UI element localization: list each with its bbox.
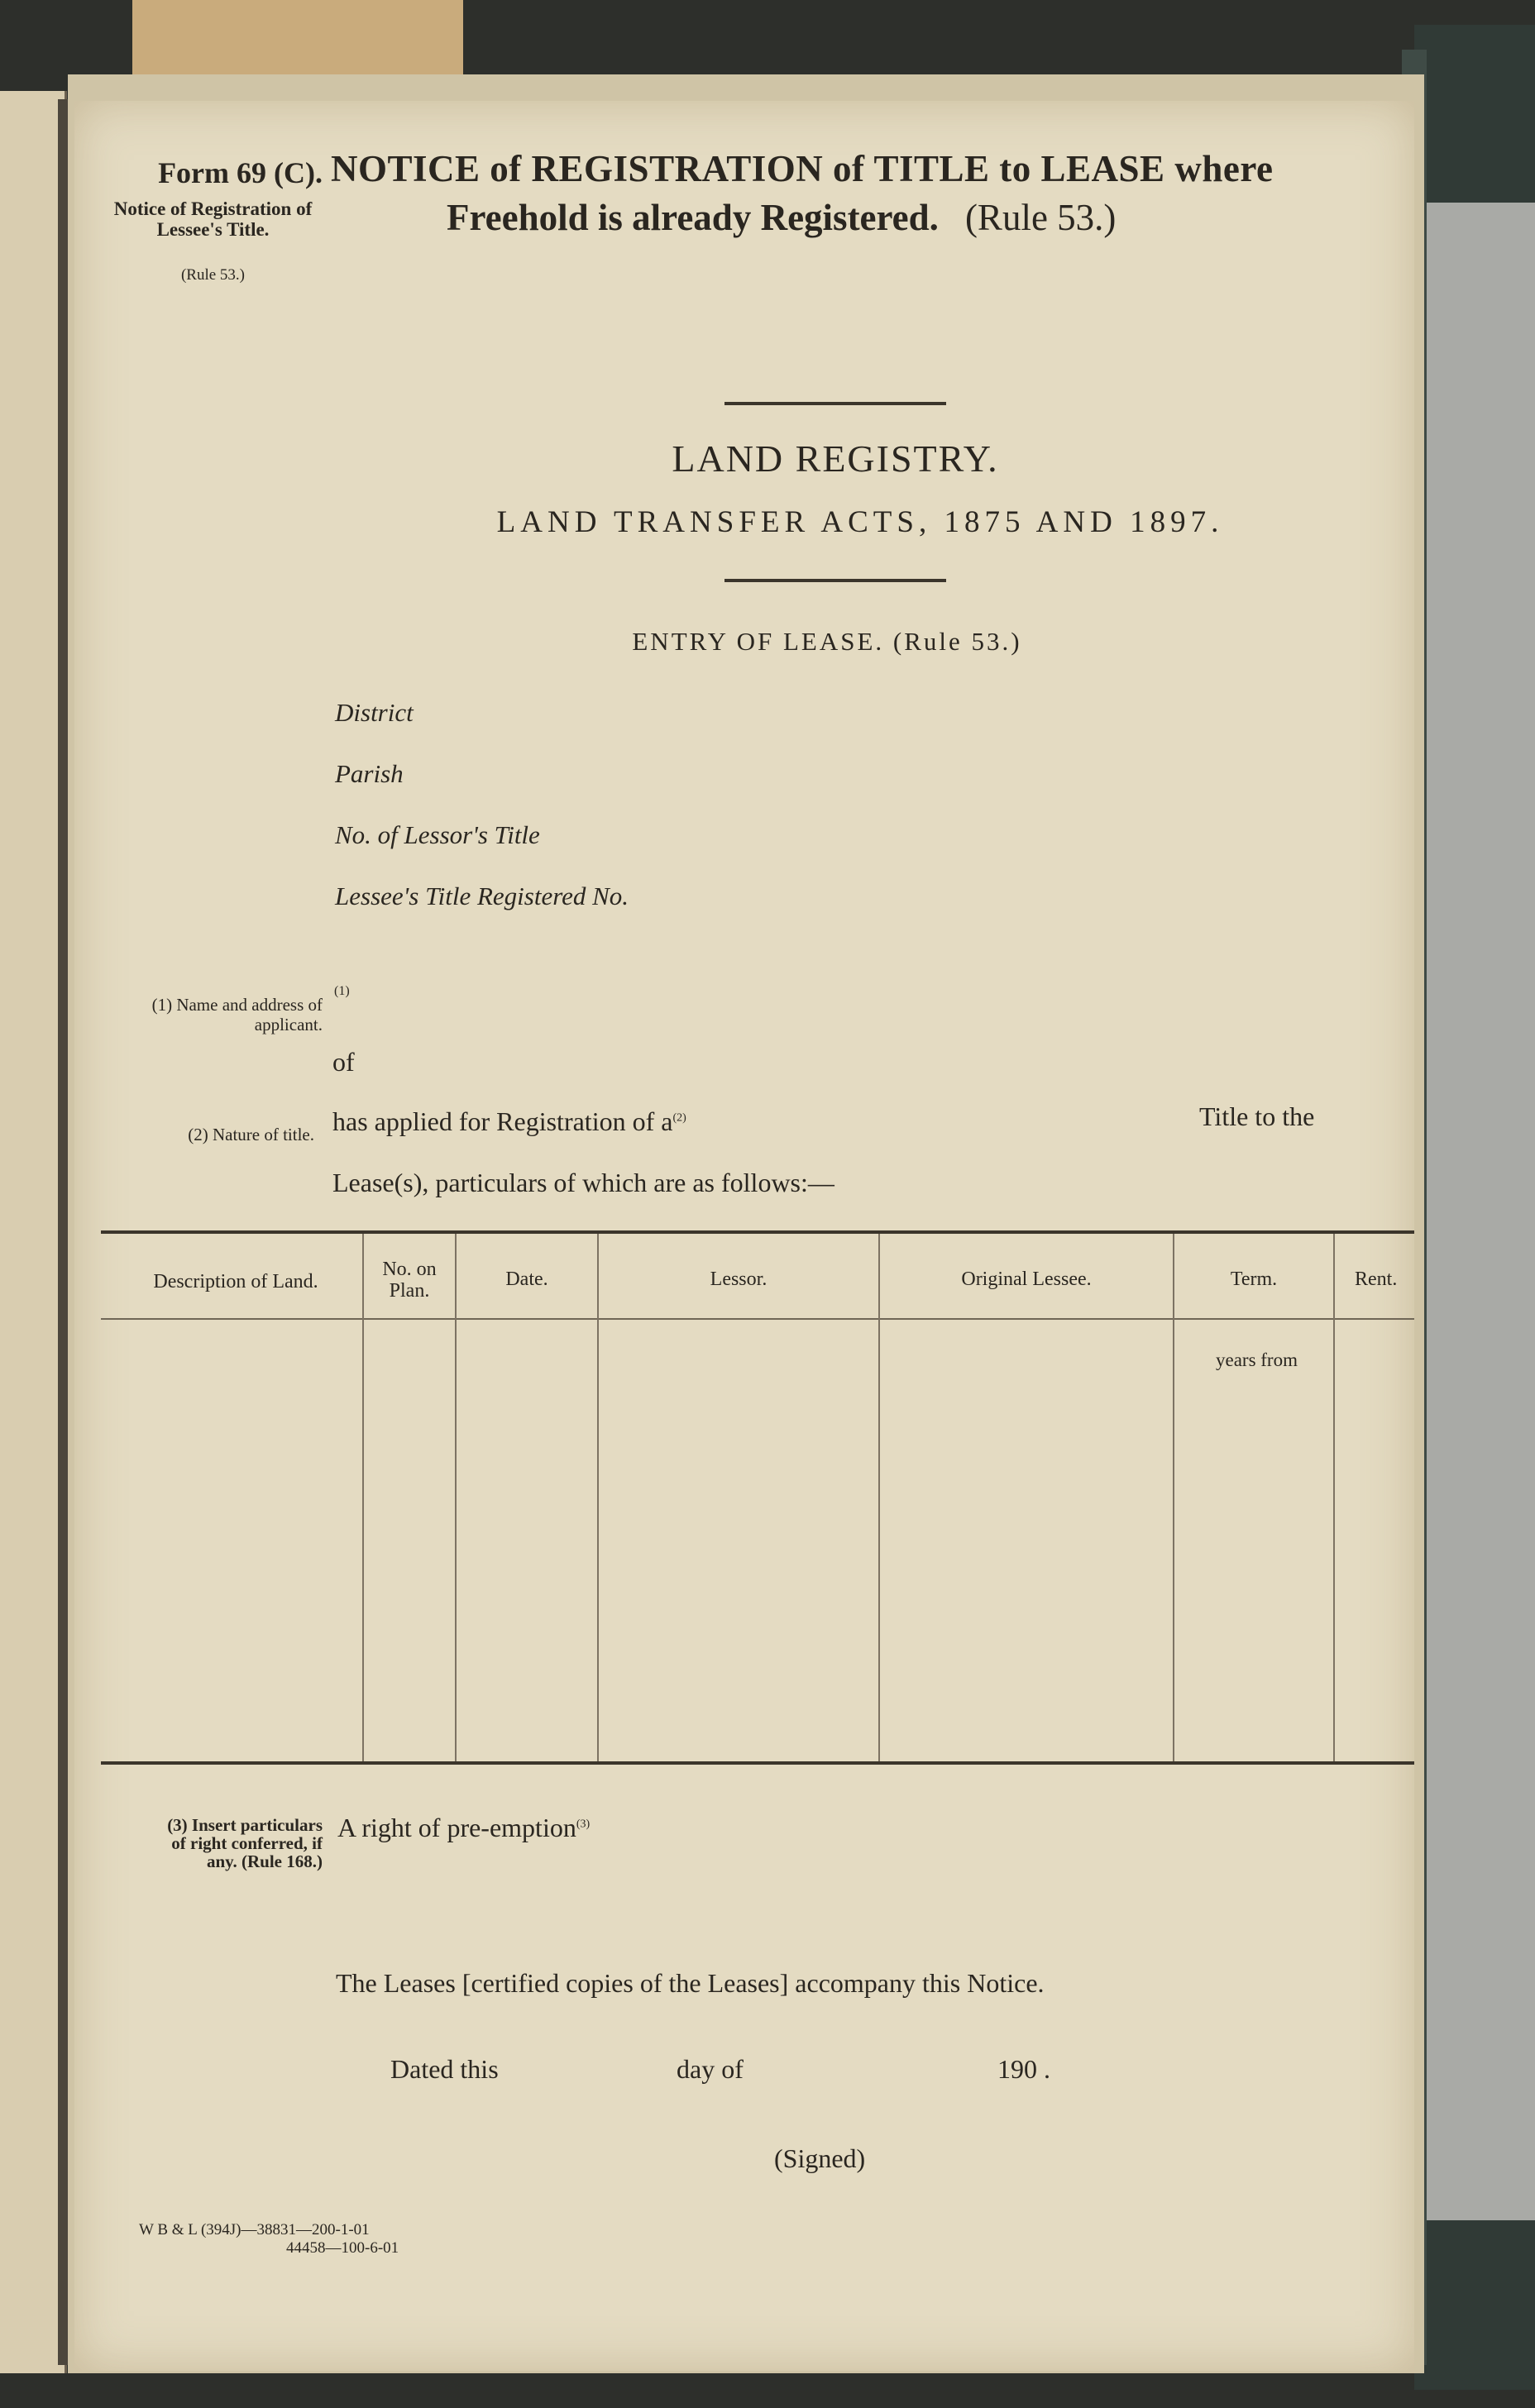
applied-text [332, 1106, 686, 1137]
title-line-1: NOTICE of REGISTRATION of TITLE to LEASE where [331, 148, 1274, 189]
column-divider [878, 1234, 880, 1761]
term-cell-text: years from [1216, 1350, 1298, 1370]
preemption-note: (3) Insert particulars of right conferred, if any. (Rule 168.) [167, 1815, 323, 1871]
land-registry-heading: LAND REGISTRY. [672, 437, 999, 480]
column-divider [1173, 1234, 1174, 1761]
lessee-title-label: Lessee's Title Registered No. [335, 882, 629, 910]
of-label: of [332, 1047, 355, 1077]
title-line-2 [447, 196, 1274, 239]
leases-intro: Lease(s), particulars of which are as follows:— [332, 1168, 834, 1197]
table-header-rule [101, 1318, 1414, 1320]
table-header-rent: Rent. [1355, 1268, 1398, 1290]
accompany-text: The Leases [certified copies of the Leases] accompany this Notice. [336, 1968, 1045, 1998]
applicant-note: (1) Name and address of applicant. [151, 995, 323, 1034]
title-line-2-text: Freehold is already Registered. [447, 197, 939, 238]
margin-rule: (Rule 53.) [180, 266, 246, 284]
column-divider [1333, 1234, 1335, 1761]
applicant-marker: (1) [334, 984, 350, 998]
acts-heading: LAND TRANSFER ACTS, 1875 AND 1897. [496, 505, 1224, 539]
district-label: District [335, 698, 414, 727]
table-header-plan: No. on Plan. [382, 1259, 437, 1302]
table-header-date: Date. [505, 1268, 548, 1290]
title-rule: (Rule 53.) [964, 197, 1117, 238]
column-divider [362, 1234, 364, 1761]
form-number: Form 69 (C). [158, 156, 323, 189]
nature-note: (2) Nature of title. [188, 1125, 314, 1144]
table-header-original-lessee: Original Lessee. [961, 1268, 1092, 1290]
dated-label: Dated this [390, 2054, 499, 2084]
column-divider [597, 1234, 599, 1761]
divider-bottom [724, 579, 946, 582]
parish-label: Parish [335, 759, 404, 788]
preemption-marker: (3) [576, 1818, 591, 1831]
left-page-edge [0, 91, 67, 2373]
preemption-text: A right of pre-emption [337, 1813, 576, 1842]
table-top-rule [101, 1230, 1414, 1234]
margin-note: Notice of Registration of Lessee's Title. [113, 198, 313, 240]
column-divider [455, 1234, 457, 1761]
printer-code [139, 2221, 486, 2258]
table-header-description: Description of Land. [153, 1271, 318, 1292]
grey-card [1427, 203, 1535, 2220]
lessor-title-label: No. of Lessor's Title [335, 820, 540, 849]
table-bottom-rule [101, 1761, 1414, 1765]
signed-label: (Signed) [774, 2143, 866, 2173]
table-header-term: Term. [1230, 1268, 1278, 1290]
preemption-line [337, 1813, 590, 1843]
nature-marker: (2) [672, 1111, 686, 1125]
divider-top [724, 402, 946, 405]
table-header-lessor: Lessor. [710, 1268, 768, 1290]
day-of-label: day of [677, 2054, 744, 2084]
entry-heading: ENTRY OF LEASE. (Rule 53.) [632, 627, 1022, 656]
printer-code-line-1: W B & L (394J)—38831—200-1-01 [139, 2221, 370, 2238]
title-to-the-label: Title to the [1199, 1101, 1315, 1131]
printer-code-line-2: 44458—100-6-01 [286, 2239, 399, 2257]
applied-label: has applied for Registration of a [332, 1106, 673, 1136]
year-label: 190 . [997, 2054, 1050, 2084]
